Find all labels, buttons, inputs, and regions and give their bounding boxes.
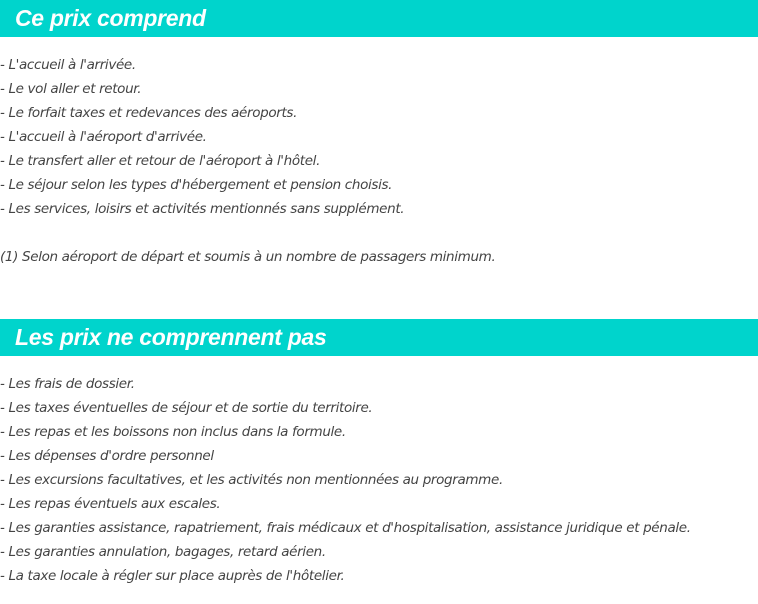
excluded-list — [0, 372, 691, 588]
list-item: - Les services, loisirs et activités mentionnés sans supplément. — [0, 201, 405, 217]
section-header-excluded — [0, 319, 758, 356]
list-item: - Les repas éventuels aux escales. — [0, 496, 221, 512]
list-item: - Le séjour selon les types d'hébergement et pension choisis. — [0, 177, 393, 193]
included-list — [0, 53, 404, 221]
footnote: (1) Selon aéroport de départ et soumis à un nombre de passagers minimum. — [0, 249, 496, 265]
section-title-excluded: Les prix ne comprennent pas — [15, 324, 327, 350]
list-item: - Les garanties annulation, bagages, retard aérien. — [0, 544, 326, 560]
list-item: - Les repas et les boissons non inclus dans la formule. — [0, 424, 346, 440]
section-header-included — [0, 0, 758, 37]
list-item: - Le vol aller et retour. — [0, 81, 142, 97]
list-item: - Le forfait taxes et redevances des aéroports. — [0, 105, 298, 121]
list-item: - Les garanties assistance, rapatriement, frais médicaux et d'hospitalisation, assistance juridique et pénale. — [0, 520, 691, 536]
list-item: - Les frais de dossier. — [0, 376, 135, 392]
list-item: - Les taxes éventuelles de séjour et de sortie du territoire. — [0, 400, 373, 416]
section-title-included: Ce prix comprend — [15, 5, 206, 31]
list-item: - La taxe locale à régler sur place auprès de l'hôtelier. — [0, 568, 345, 584]
list-item: - L'accueil à l'arrivée. — [0, 57, 136, 73]
list-item: - L'accueil à l'aéroport d'arrivée. — [0, 129, 207, 145]
list-item: - Les dépenses d'ordre personnel — [0, 448, 214, 464]
list-item: - Les excursions facultatives, et les activités non mentionnées au programme. — [0, 472, 503, 488]
list-item: - Le transfert aller et retour de l'aéroport à l'hôtel. — [0, 153, 321, 169]
